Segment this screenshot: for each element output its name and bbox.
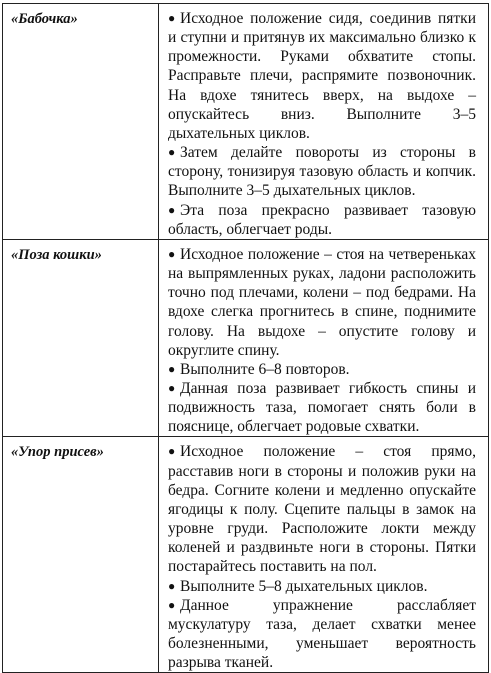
instruction-paragraph: ● Исходное положение – стоя прямо, расставив ноги в стороны и положив руки на бедра. Согните колени и медленно опускайте ягодицы к полу. Сцепите пальцы в замок на уровне груди. Расположите локти между коленей и раздвиньте ноги в стороны. Пятки постарайтесь поставить на пол. xyxy=(168,443,476,576)
table-row xyxy=(3,239,489,437)
bullet-icon: ● xyxy=(168,202,176,217)
instruction-paragraph: ● Данное упражнение расслабляет мускулатуру таза, делает схватки менее болезненными, уменьшает вероятность разрыва тканей. xyxy=(168,596,476,672)
instruction-paragraph: ● Данная поза развивает гибкость спины и подвижность таза, помогает снять боли в пояснице, облегчает родовые схватки. xyxy=(168,379,476,436)
pose-name: «Поза кошки» xyxy=(11,246,102,263)
instruction-paragraph: ● Исходное положение сидя, соединив пятки и ступни и притянув их максимально близко к промежности. Руками обхватите стопы. Расправьте плечи, распрямите позвоночник. На вдохе тянитесь вверх, на выдохе – опускайтесь вниз. Выполните 3–5 дыхательных циклов. xyxy=(168,10,476,142)
pose-name: «Бабочка» xyxy=(11,11,78,27)
bullet-icon: ● xyxy=(168,361,176,376)
poses-table xyxy=(2,3,489,673)
pose-name: «Упор присев» xyxy=(11,444,104,461)
table-row xyxy=(3,4,489,240)
instruction-paragraph: ● Затем делайте повороты из стороны в сторону, тонизируя тазовую область и копчик. Выполните 3–5 дыхательных циклов. xyxy=(168,144,476,200)
bullet-icon: ● xyxy=(168,11,176,25)
bullet-icon: ● xyxy=(168,246,176,261)
instruction-paragraph: ● Исходное положение – стоя на четвереньках на выпрямленных руках, ладони расположить точно под плечами, колени – под бедрами. На вдохе слегка прогнитесь в спине, поднимите голову. На выдохе – опустите голову и округлите спину. xyxy=(168,245,476,359)
pose-name-cell xyxy=(3,239,159,437)
pose-name-cell xyxy=(3,437,159,673)
bullet-icon: ● xyxy=(168,578,176,593)
pose-name-cell xyxy=(3,4,159,240)
bullet-icon: ● xyxy=(168,145,176,160)
instruction-paragraph: ● Эта поза прекрасно развивает тазовую область, облегчает роды. xyxy=(168,201,476,238)
table-row xyxy=(3,437,489,673)
bullet-icon: ● xyxy=(168,444,176,459)
pose-description-cell xyxy=(159,437,489,673)
instruction-paragraph: ● Выполните 6–8 повторов. xyxy=(168,360,350,378)
bullet-icon: ● xyxy=(168,597,176,612)
pose-description-cell xyxy=(159,239,489,437)
instruction-paragraph: ● Выполните 5–8 дыхательных циклов. xyxy=(168,577,428,595)
bullet-icon: ● xyxy=(168,380,176,395)
pose-description-cell xyxy=(159,4,489,240)
